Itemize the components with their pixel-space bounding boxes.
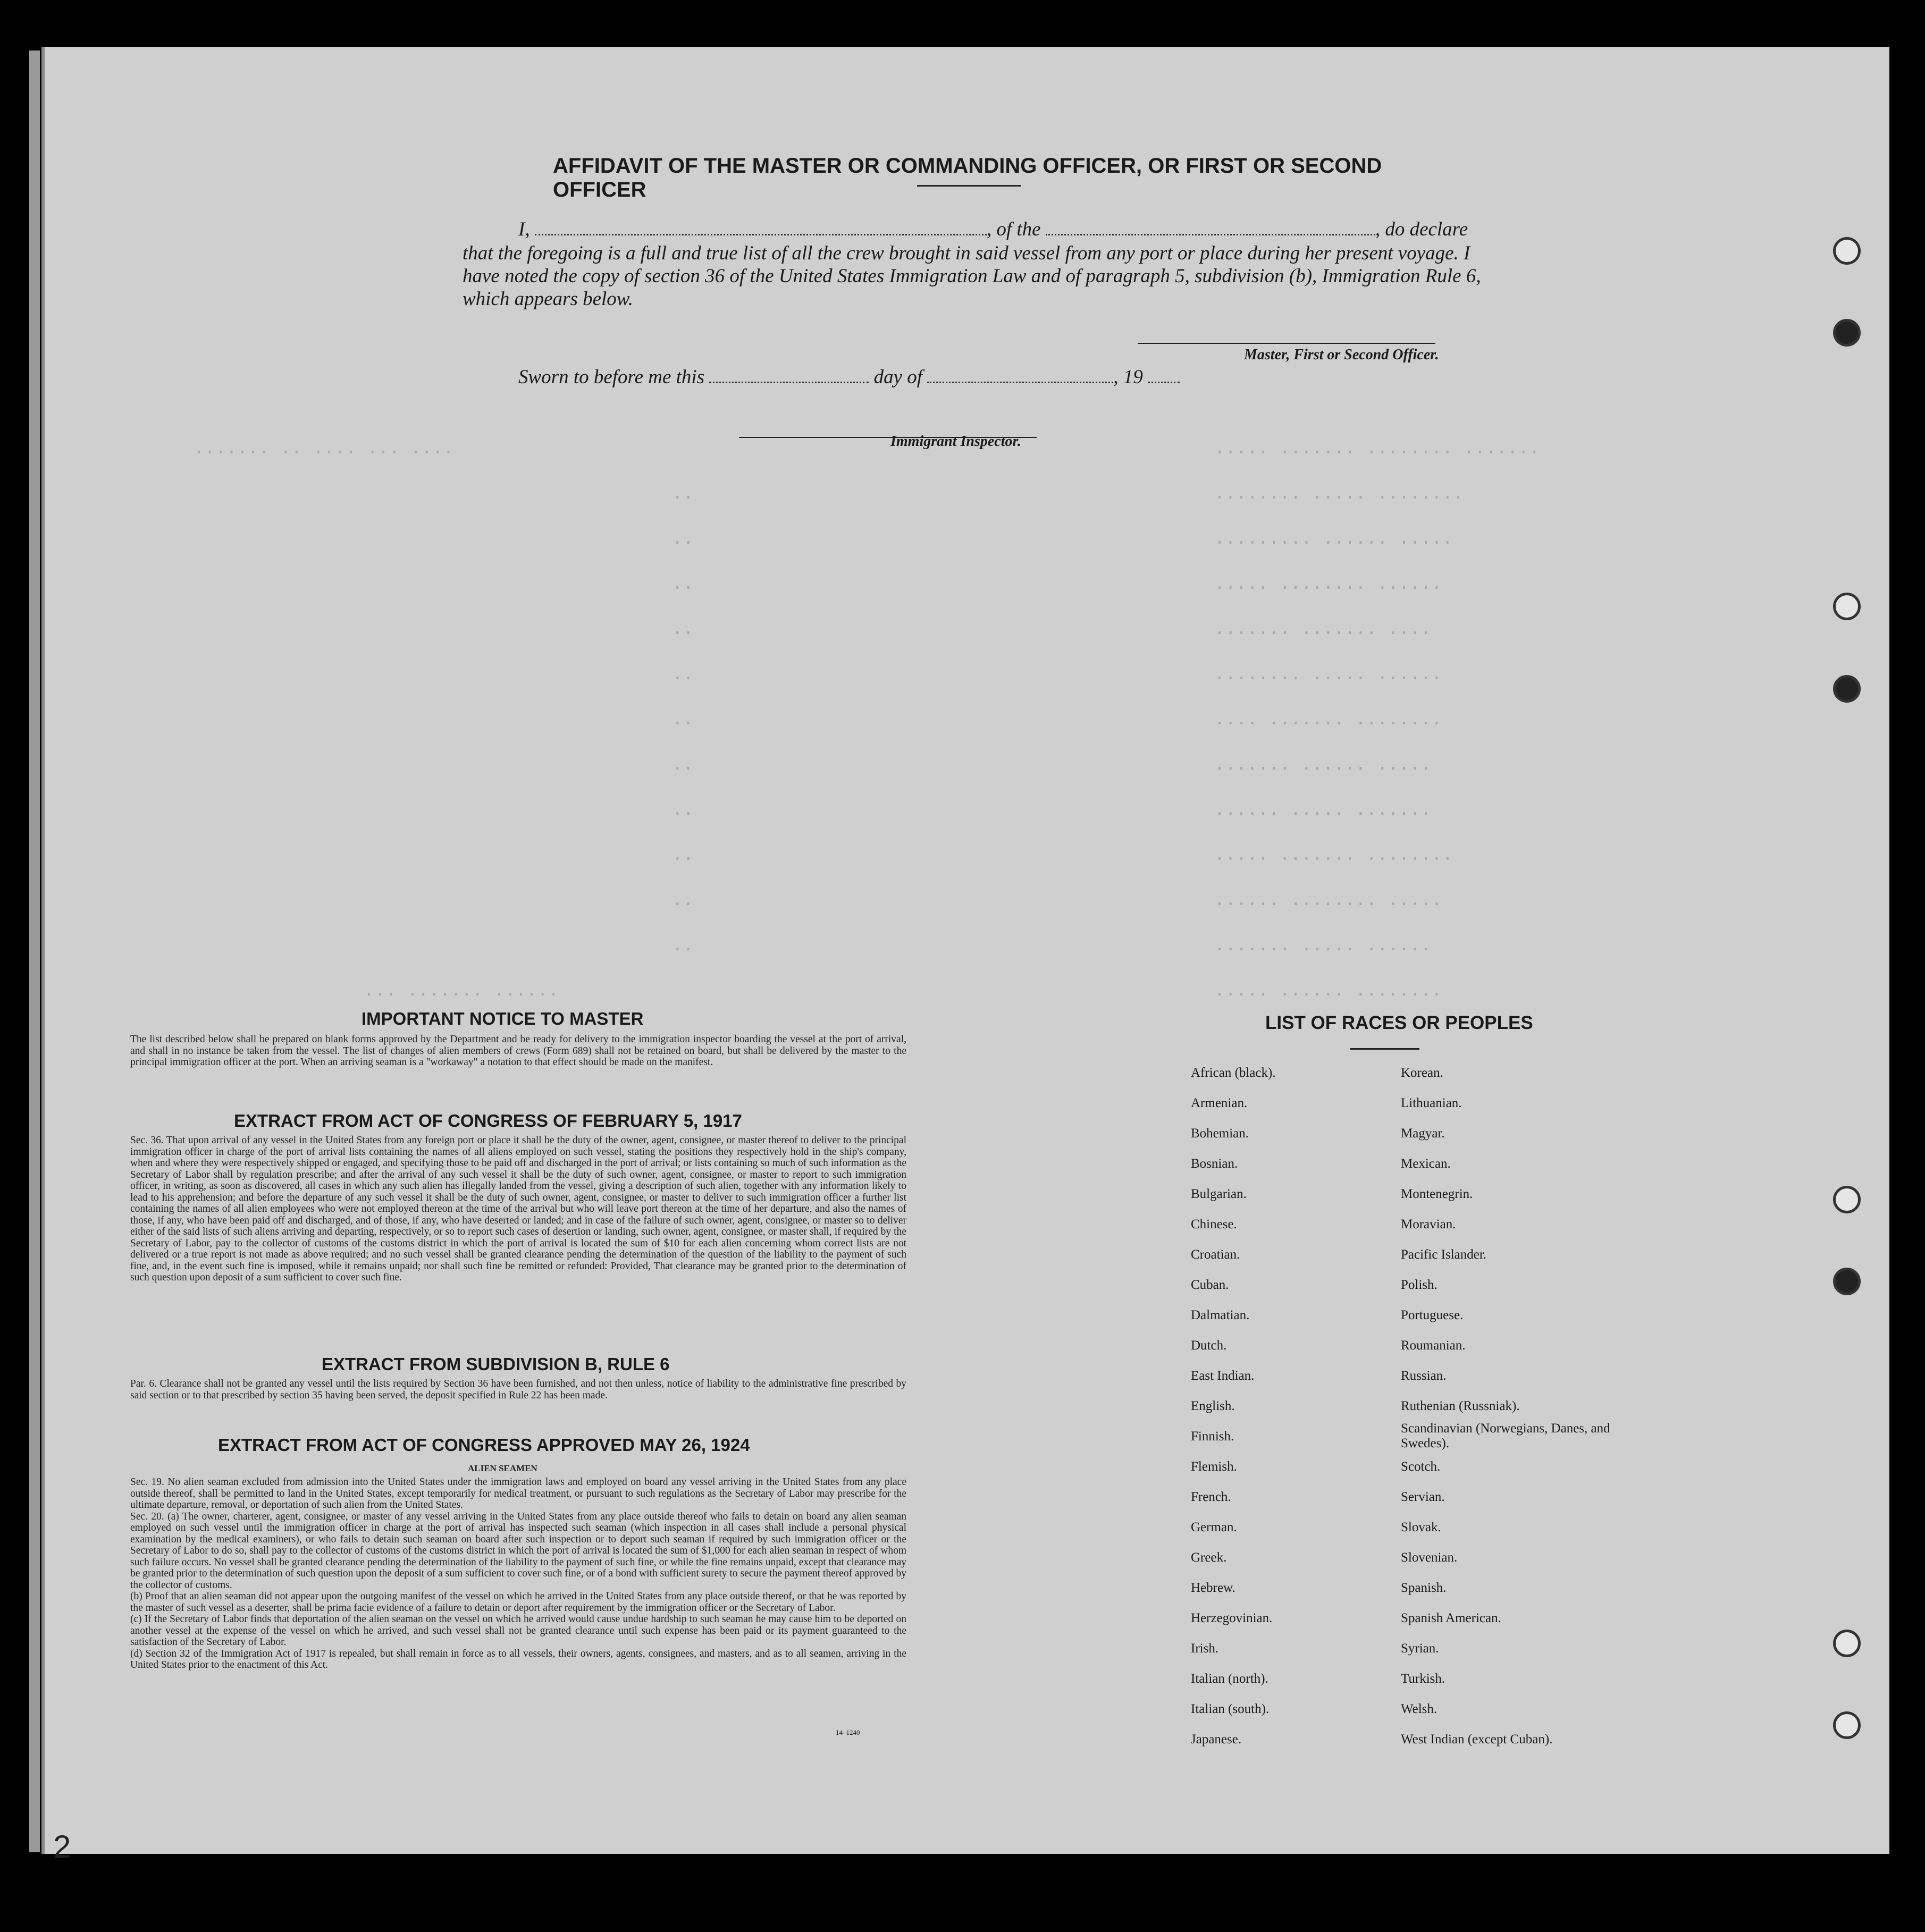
bleed-through-row: ··	[672, 488, 694, 508]
race-item: Portuguese.	[1401, 1308, 1464, 1322]
notice-text: The list described below shall be prepared on blank forms approved by the Department and be ready for delivery to the immigration inspector boarding the vessel at the port of arrival, and shall in no instance be taken from the vessel. The list of changes of alien members of crews (Form 689) shall not be retained on board, but shall be delivered by the master to the principal immigration officer at the port. When an arriving seaman is a "workaway" a notation to that effect should be made on the manifest.	[130, 1034, 906, 1068]
sworn-line	[518, 366, 1180, 389]
extract-1924-paragraph: (b) Proof that an alien seaman did not appear upon the outgoing manifest of the vessel on which he arrived in the United States from any place outside thereof, or that he was reported by the master of such vessel as a deserter, shall be prima facie evidence of a failure to detain or deport after requirement by the immigration officer or the Secretary of Labor.	[130, 1591, 906, 1614]
inspector-caption: Immigrant Inspector.	[890, 433, 1021, 450]
bleed-through-row: ······· ····· ······	[1214, 804, 1432, 824]
binder-hole	[1833, 1630, 1861, 1657]
sworn-day-label: day of	[873, 366, 923, 388]
race-item: Lithuanian.	[1401, 1096, 1462, 1110]
race-item: Slovak.	[1401, 1520, 1441, 1534]
race-item: Herzegovinian.	[1191, 1611, 1273, 1625]
race-item: Dalmatian.	[1191, 1308, 1250, 1322]
race-item: Bohemian.	[1191, 1126, 1249, 1141]
race-item: Welsh.	[1401, 1702, 1438, 1716]
bleed-through-row: ······· ········ ······· ·····	[1214, 443, 1540, 463]
binder-hole	[1833, 237, 1861, 265]
declaration-i: I,	[518, 218, 530, 240]
name-field[interactable]	[535, 222, 987, 235]
margin-mark: 2	[53, 1829, 71, 1864]
race-item: Polish.	[1401, 1278, 1438, 1292]
race-item: Mexican.	[1401, 1157, 1451, 1171]
bleed-through-row: ···· ··· ···· ·· ·······	[194, 443, 454, 463]
declaration-do-declare: , do declare	[1375, 218, 1468, 240]
bleed-through-row: ··	[672, 940, 694, 960]
form-number: 14–1240	[836, 1728, 860, 1736]
race-item: Servian.	[1401, 1490, 1445, 1504]
title-rule	[917, 185, 1021, 187]
race-item: Japanese.	[1191, 1732, 1242, 1747]
declaration-line	[518, 218, 1468, 241]
race-item: East Indian.	[1191, 1369, 1255, 1383]
bleed-through-row: ··	[672, 759, 694, 779]
extract-1917-title: EXTRACT FROM ACT OF CONGRESS OF FEBRUARY 5, 1917	[234, 1111, 742, 1130]
extract-1924-subtitle: ALIEN SEAMEN	[468, 1463, 537, 1473]
sworn-month-field[interactable]	[927, 370, 1113, 383]
affidavit-body: that the foregoing is a full and true list of all the crew brought in said vessel from any port or place during her present voyage. I have noted the copy of section 36 of the United States Immigration Law and of paragraph 5, subdivision (b), Immigration Rule 6, which appears below.	[463, 242, 1481, 310]
bleed-through-row: ········ ····· ········	[1214, 488, 1464, 508]
race-item: Finnish.	[1191, 1429, 1234, 1444]
bleed-through-row: ······ ······· ···	[364, 985, 559, 1005]
race-item: Roumanian.	[1401, 1338, 1466, 1353]
binder-hole	[1833, 1268, 1861, 1295]
race-item: Chinese.	[1191, 1217, 1237, 1231]
race-item: French.	[1191, 1490, 1231, 1504]
race-item: Spanish.	[1401, 1581, 1447, 1595]
race-item: Italian (north).	[1191, 1672, 1268, 1686]
race-item: Scandinavian (Norwegians, Danes, and Swedes).	[1401, 1421, 1610, 1450]
bleed-through-row: ······ ········ ·····	[1214, 578, 1442, 598]
race-item: Syrian.	[1401, 1641, 1439, 1656]
race-item: Russian.	[1401, 1369, 1447, 1383]
signature-caption: Master, First or Second Officer.	[1244, 347, 1439, 363]
race-item: Turkish.	[1401, 1672, 1445, 1686]
race-item: Montenegrin.	[1401, 1187, 1473, 1201]
bleed-through-row: ··	[672, 578, 694, 598]
race-item: West Indian (except Cuban).	[1401, 1732, 1553, 1747]
bleed-through-row: ··	[672, 533, 694, 553]
races-left-column	[1191, 1058, 1276, 1754]
sworn-year-label: , 19	[1113, 366, 1143, 388]
binder-hole	[1833, 1711, 1861, 1739]
race-item: Spanish American.	[1401, 1611, 1501, 1625]
race-item: Italian (south).	[1191, 1702, 1270, 1716]
binder-hole	[1833, 593, 1861, 620]
race-item: Bosnian.	[1191, 1157, 1238, 1171]
bleed-through-row: ········ ······· ·····	[1214, 849, 1453, 870]
races-title: LIST OF RACES OR PEOPLES	[1265, 1013, 1533, 1033]
page-stack-edge	[29, 50, 40, 1852]
race-item: Slovenian.	[1401, 1550, 1458, 1565]
bleed-through-row: ··	[672, 623, 694, 644]
bleed-through-row: ··	[672, 669, 694, 689]
race-item: African (black).	[1191, 1066, 1276, 1080]
bleed-through-row: ···· ······· ·······	[1214, 623, 1432, 644]
race-item: Irish.	[1191, 1641, 1219, 1656]
extract-1924-paragraph: Sec. 19. No alien seaman excluded from admission into the United States under the immigration laws and employed on board any vessel arriving in the United States from any place outside thereof, shall be permitted to land in the United States, except temporarily for medical treatment, or pursuant to such regulations as the Secretary of Labor may prescribe for the ultimate departure, removal, or deportation of such alien from the United States.	[130, 1477, 906, 1511]
binder-hole	[1833, 675, 1861, 703]
extract-1924-paragraph: (d) Section 32 of the Immigration Act of 1917 is repealed, but shall remain in force as to all vessels, their owners, agents, consignees, and masters, and as to all seamen, arriving in the United States prior to the enactment of this Act.	[130, 1648, 906, 1671]
extract-1924-title: EXTRACT FROM ACT OF CONGRESS APPROVED MAY 26, 1924	[218, 1435, 750, 1455]
bleed-through-row: ····· ······ ·······	[1214, 759, 1432, 779]
races-title-rule	[1350, 1048, 1419, 1050]
bleed-through-row: ········ ······ ·····	[1214, 985, 1442, 1005]
extract-rule6-title: EXTRACT FROM SUBDIVISION B, RULE 6	[322, 1354, 670, 1374]
extract-1924-text	[130, 1477, 906, 1671]
race-item: Scotch.	[1401, 1459, 1441, 1474]
affidavit-title: AFFIDAVIT OF THE MASTER OR COMMANDING OFFICER, OR FIRST OR SECOND OFFICER	[553, 154, 1382, 201]
race-item: Moravian.	[1401, 1217, 1456, 1231]
bleed-through-row: ··	[672, 895, 694, 915]
bleed-through-row: ······ ····· ········	[1214, 669, 1442, 689]
bleed-through-row: ··	[672, 849, 694, 870]
race-item: Hebrew.	[1191, 1581, 1235, 1595]
notice-title: IMPORTANT NOTICE TO MASTER	[362, 1009, 644, 1028]
extract-1924-paragraph: Sec. 20. (a) The owner, charterer, agent, consignee, or master of any vessel arriving in the United States from any place outside thereof who fails to detain on board any alien seaman employed on such vessel until the immigration officer in charge at the port of arrival has inspected such seaman (which inspection in all cases shall include a personal physical examination by the medical examiners), or who fails to detain such seaman on board after such inspection or to deport such seaman if required by such immigration officer or the Secretary of Labor to do so, shall pay to the collector of customs of the customs district in which the port of arrival is located the sum of $1,000 for each alien seaman in respect of whom such failure occurs. No vessel shall be granted clearance pending the determination of the liability to the payment of such fine, or while the fine remains unpaid, except that clearance may be granted prior to the determination of such question upon the deposit of a sum sufficient to cover such fine, or of a bond with sufficient surety to secure the payment thereof approved by the collector of customs.	[130, 1511, 906, 1591]
signature-line[interactable]	[1138, 343, 1435, 344]
declaration-of-the: , of the	[986, 218, 1041, 240]
extract-rule6-text: Par. 6. Clearance shall not be granted any vessel until the lists required by Section 36 have been furnished, and not then unless, notice of liability to the administrative fine prescribed by said section or to that prescribed by section 35 having been served, the deposit specified in Rule 22 has been made.	[130, 1378, 906, 1401]
race-item: Croatian.	[1191, 1247, 1240, 1262]
race-item: Armenian.	[1191, 1096, 1248, 1110]
bleed-through-row: ··	[672, 804, 694, 824]
races-right-column	[1401, 1058, 1624, 1754]
bleed-through-row: ··	[672, 714, 694, 734]
sworn-day-field[interactable]	[709, 370, 869, 383]
bleed-through-row: ····· ········ ······	[1214, 895, 1442, 915]
race-item: Magyar.	[1401, 1126, 1445, 1141]
race-item: Bulgarian.	[1191, 1187, 1247, 1201]
sworn-prefix: Sworn to before me this	[518, 366, 705, 388]
binder-hole	[1833, 319, 1861, 347]
race-item: Dutch.	[1191, 1338, 1227, 1353]
race-item: English.	[1191, 1399, 1235, 1413]
bleed-through-row: ······ ····· ·······	[1214, 940, 1432, 960]
race-item: Korean.	[1401, 1066, 1443, 1080]
extract-1917-text: Sec. 36. That upon arrival of any vessel in the United States from any foreign port or place it shall be the duty of the owner, agent, consignee, or master thereof to deliver to the principal immigration officer in charge of the port of arrival lists containing the names of all aliens employed on such vessel, stating the positions they respectively hold in the ship's company, when and where they were respectively shipped or engaged, and specifying those to be paid off and discharged in the port of arrival; or lists containing so much of such information as the Secretary of Labor shall by regulation prescribe; and after the arrival of any such vessel it shall be the duty of such owner, agent, consignee, or master to report to such immigration officer, in writing, as soon as discovered, all cases in which any such alien has illegally landed from the vessel, giving a description of such alien, together with any information likely to lead to his apprehension; and before the departure of any such vessel it shall be the duty of such owner, agent, consignee, or master to deliver to such immigration officer a further list containing the names of all alien employees who were not employed thereon at the time of the arrival but who will leave port thereon at the time of her departure, and also the names of those, if any, who have been paid off and discharged, and of those, if any, who have deserted or landed; and in case of the failure of such owner, agent, consignee, or master so to deliver either of the said lists of such aliens arriving and departing, respectively, or so to report such cases of desertion or landing, such owner, agent, consignee, or master shall, if required by the Secretary of Labor, pay to the collector of customs of the customs district in which the port of arrival is located the sum of $10 for each alien concerning whom correct lists are not delivered or a true report is not made as above required; and no such vessel shall be granted clearance pending the determination of the question of the liability to the payment of such fine, and, in the event such fine is imposed, while it remains unpaid; nor shall such fine be remitted or refunded: Provided, That clearance may be granted prior to the determination of such question upon deposit of a sum sufficient to cover such fine.	[130, 1135, 906, 1283]
bleed-through-row: ····· ······ ·········	[1214, 533, 1453, 553]
binder-hole	[1833, 1186, 1861, 1213]
bleed-through-row: ········ ······· ····	[1214, 714, 1442, 734]
race-item: Greek.	[1191, 1550, 1227, 1565]
race-item: Ruthenian (Russniak).	[1401, 1399, 1520, 1413]
extract-1924-paragraph: (c) If the Secretary of Labor finds that deportation of the alien seaman on the vessel on which he arrived would cause undue hardship to such seaman he may cause him to be deported on another vessel at the expense of the vessel on which he arrived, and such vessel shall not be granted clearance until such expense has been paid or its payment guaranteed to the satisfaction of the Secretary of Labor.	[130, 1614, 906, 1648]
vessel-field[interactable]	[1046, 222, 1375, 235]
race-item: German.	[1191, 1520, 1237, 1534]
sworn-year-field[interactable]	[1148, 370, 1180, 383]
race-item: Flemish.	[1191, 1459, 1237, 1474]
race-item: Pacific Islander.	[1401, 1247, 1487, 1262]
race-item: Cuban.	[1191, 1278, 1229, 1292]
